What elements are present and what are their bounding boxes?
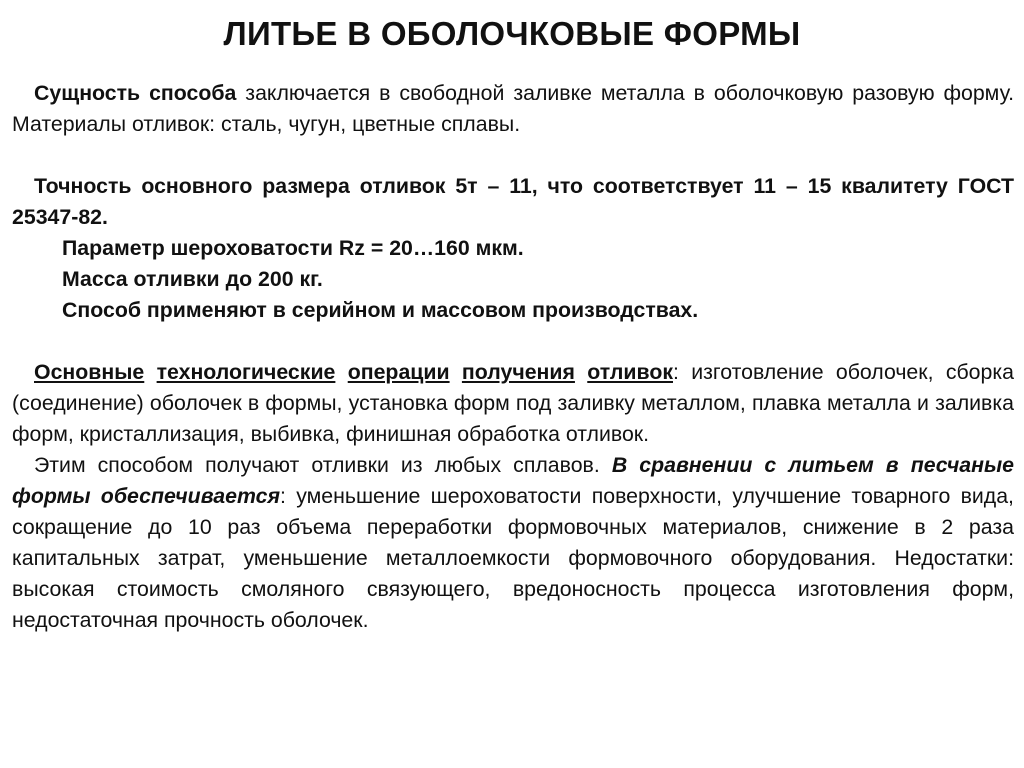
operations-lead-word: Основные xyxy=(34,360,145,384)
list-item-production: Способ применяют в серийном и массовом производствах. xyxy=(62,298,699,322)
comparison-intro: Этим способом получают отливки из любых сплавов. xyxy=(34,453,612,477)
paragraph-comparison xyxy=(12,450,1014,636)
operations-text: : изготовление оболочек, сборка (соединение) оболочек в формы, установка форм под заливку металлом, плавка металла и заливка форм, кристаллизация, выбивка, финишная обработка отливок. xyxy=(12,360,1014,446)
accuracy-text: Точность основного размера отливок 5т – 11, что соответствует 11 – 15 квалитету ГОСТ 25347-82. xyxy=(12,174,1014,229)
spacer xyxy=(12,326,1014,357)
essence-lead: Сущность способа xyxy=(34,81,237,105)
essence-text: заключается в свободной заливке металла в оболочковую разовую форму. Материалы отливок: сталь, чугун, цветные сплавы. xyxy=(12,81,1014,136)
operations-lead-word: операции xyxy=(347,360,450,384)
paragraph-essence xyxy=(12,78,1014,140)
comparison-text: : уменьшение шероховатости поверхности, улучшение товарного вида, сокращение до 10 раз объема переработки формовочных материалов, снижение в 2 раза капитальных затрат, уменьшение металлоемкости формовочного оборудования. Недостатки: высокая стоимость смоляного связующего, вредоносность процесса изготовления форм, недостаточная прочность оболочек. xyxy=(12,484,1014,632)
operations-lead-word: отливок xyxy=(587,360,673,384)
operations-lead-word: получения xyxy=(461,360,575,384)
comparison-emphasis: В сравнении с литьем в песчаные формы обеспечивается xyxy=(12,453,1014,508)
paragraph-operations xyxy=(12,357,1014,450)
spacer xyxy=(12,140,1014,171)
list-item-mass: Масса отливки до 200 кг. xyxy=(62,267,323,291)
operations-lead-word: технологические xyxy=(156,360,336,384)
slide-body xyxy=(12,78,1014,636)
list-item-roughness: Параметр шероховатости Rz = 20…160 мкм. xyxy=(62,236,524,260)
page-title: ЛИТЬЕ В ОБОЛОЧКОВЫЕ ФОРМЫ xyxy=(223,15,801,52)
paragraph-accuracy xyxy=(12,171,1014,233)
